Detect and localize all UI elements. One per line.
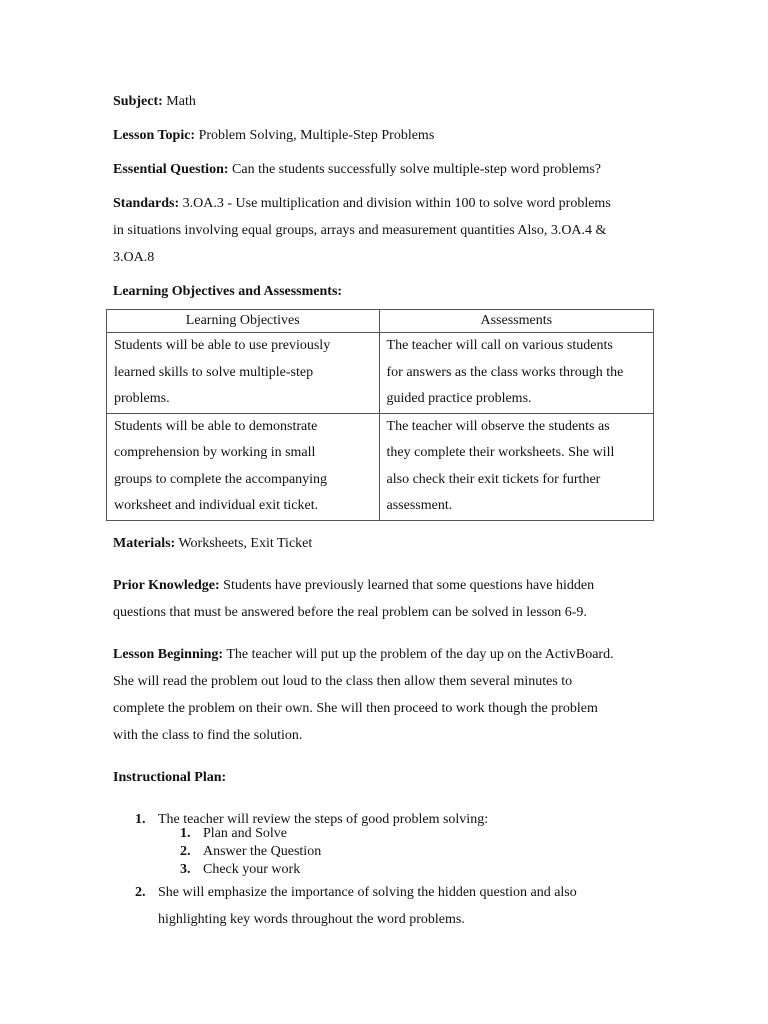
- lesson-topic-value: Problem Solving, Multiple-Step Problems: [198, 128, 435, 143]
- lesson-beginning-line-1: The teacher will put up the problem of the day up on the ActivBoard.: [226, 646, 614, 662]
- objective-cell: [107, 413, 380, 520]
- list-item: [158, 825, 658, 843]
- essential-question-line: [113, 156, 658, 183]
- materials-line: [113, 530, 658, 557]
- subject-value: Math: [166, 94, 196, 109]
- table-header-row: [107, 310, 654, 333]
- list-number: 2.: [135, 884, 146, 900]
- standards-line-1: 3.OA.3 - Use multiplication and division within 100 to solve word problems: [182, 196, 611, 211]
- list-number: 3.: [180, 861, 191, 877]
- prior-knowledge-label: Prior Knowledge:: [113, 577, 220, 593]
- list-number: 1.: [135, 811, 146, 827]
- instructional-plan-list: [113, 806, 658, 933]
- cell-line: guided practice problems.: [386, 391, 532, 406]
- assessment-cell: [379, 413, 653, 520]
- list-item-text: Check your work: [203, 861, 301, 877]
- essential-question-value: Can the students successfully solve multiple-step word problems?: [232, 162, 602, 177]
- cell-line: for answers as the class works through the: [386, 364, 624, 380]
- list-item: [158, 843, 658, 861]
- cell-line: The teacher will observe the students as: [386, 418, 610, 434]
- subject-label: Subject:: [113, 94, 163, 109]
- lesson-beginning-line-2: She will read the problem out loud to the class then allow them several minutes to: [113, 673, 573, 689]
- instructional-plan-heading: Instructional Plan:: [113, 769, 227, 785]
- header-learning-objectives: Learning Objectives: [107, 310, 380, 333]
- cell-line: groups to complete the accompanying: [114, 471, 328, 487]
- lesson-topic-label: Lesson Topic:: [113, 128, 196, 143]
- prior-knowledge-line-1: Students have previously learned that some questions have hidden: [223, 577, 595, 593]
- cell-line: worksheet and individual exit ticket.: [114, 498, 319, 513]
- cell-line: Students will be able to use previously: [114, 338, 331, 353]
- cell-line: also check their exit tickets for further: [386, 471, 601, 487]
- cell-line: The teacher will call on various students: [386, 338, 613, 353]
- list-item-text: The teacher will review the steps of good problem solving:: [158, 811, 489, 827]
- list-item-line-2: highlighting key words throughout the word problems.: [158, 911, 465, 927]
- lesson-beginning-label: Lesson Beginning:: [113, 646, 224, 662]
- list-item: [113, 879, 658, 933]
- list-number: 1.: [180, 825, 191, 841]
- cell-line: assessment.: [386, 498, 453, 513]
- cell-line: Students will be able to demonstrate: [114, 418, 318, 434]
- subject-line: [113, 88, 658, 115]
- materials-label: Materials:: [113, 535, 176, 551]
- prior-knowledge-line-2: questions that must be answered before the real problem can be solved in lesson 6-9.: [113, 604, 587, 620]
- standards-label: Standards:: [113, 196, 180, 211]
- objective-cell: [107, 333, 380, 414]
- essential-question-label: Essential Question:: [113, 162, 229, 177]
- materials-value: Worksheets, Exit Ticket: [178, 535, 313, 551]
- assessment-cell: [379, 333, 653, 414]
- prior-knowledge-paragraph: [113, 572, 658, 626]
- cell-line: problems.: [114, 391, 170, 406]
- standards-paragraph: [113, 190, 658, 271]
- cell-line: comprehension by working in small: [114, 445, 316, 460]
- list-item-text: Answer the Question: [203, 843, 322, 859]
- lesson-beginning-line-4: with the class to find the solution.: [113, 727, 303, 743]
- table-row: [107, 333, 654, 414]
- cell-line: learned skills to solve multiple-step: [114, 364, 314, 380]
- list-item: [158, 861, 658, 879]
- lesson-plan-document: [113, 88, 658, 933]
- list-number: 2.: [180, 843, 191, 859]
- list-item-text: Plan and Solve: [203, 825, 287, 841]
- header-assessments: Assessments: [379, 310, 653, 333]
- objectives-heading: Learning Objectives and Assessments:: [113, 284, 343, 299]
- list-item-line-1: She will emphasize the importance of solving the hidden question and also: [158, 884, 577, 900]
- objectives-assessments-table: [106, 309, 654, 521]
- standards-line-3: 3.OA.8: [113, 250, 155, 265]
- lesson-topic-line: [113, 122, 658, 149]
- standards-line-2: in situations involving equal groups, arrays and measurement quantities Also, 3.OA.4 &: [113, 223, 607, 238]
- list-item: [113, 806, 658, 879]
- lesson-beginning-line-3: complete the problem on their own. She will then proceed to work though the problem: [113, 700, 598, 716]
- problem-solving-steps-list: [158, 825, 658, 879]
- table-row: [107, 413, 654, 520]
- cell-line: they complete their worksheets. She will: [386, 445, 615, 460]
- lesson-beginning-paragraph: [113, 641, 658, 749]
